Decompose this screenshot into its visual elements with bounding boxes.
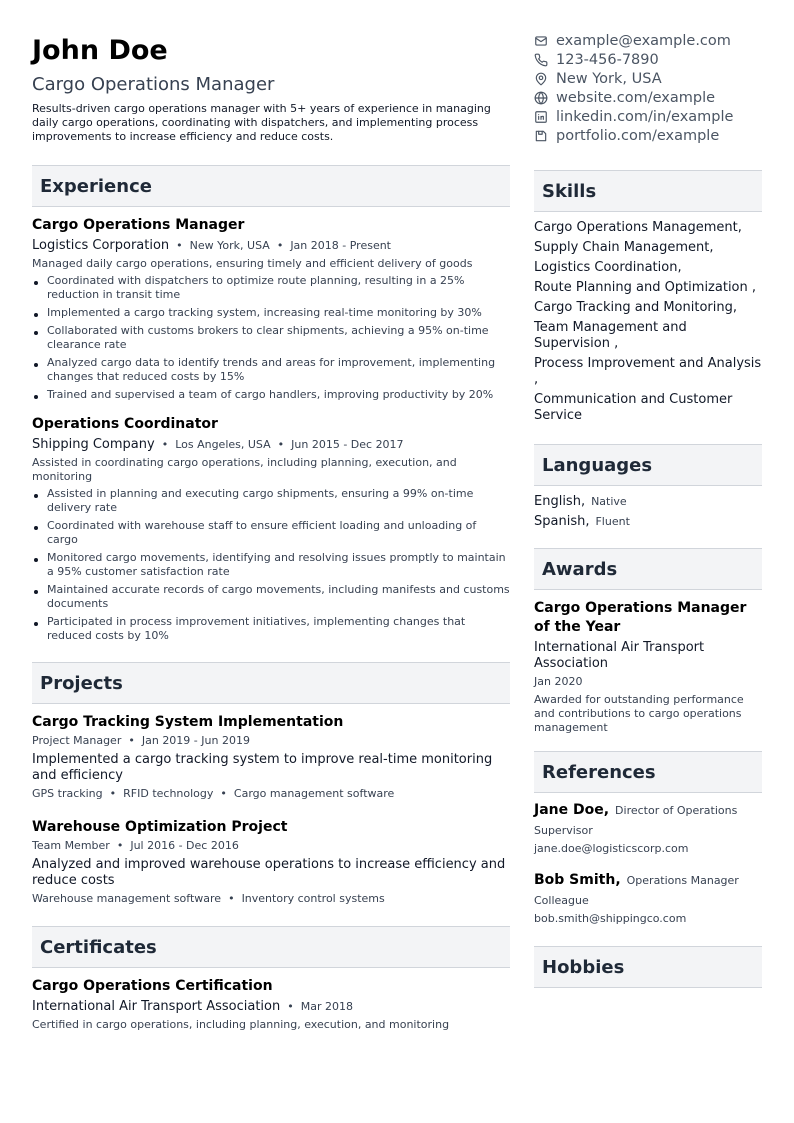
language-level: Fluent xyxy=(595,515,630,528)
reference-name: Jane Doe, xyxy=(534,802,610,818)
contact-list xyxy=(534,31,762,145)
separator: • xyxy=(220,787,227,800)
experience-item xyxy=(32,415,510,643)
separator: • xyxy=(277,438,285,451)
skill-item: Communication and Customer Service xyxy=(534,392,733,423)
languages-list xyxy=(534,494,762,530)
skill-item: Supply Chain Management, xyxy=(534,240,714,255)
project-item xyxy=(32,818,510,906)
location-text: New York, USA xyxy=(556,70,662,87)
language-level: Native xyxy=(591,495,627,508)
reference-email[interactable]: bob.smith@shippingco.com xyxy=(534,912,687,925)
separator: • xyxy=(228,892,235,905)
job-title: Cargo Operations Manager xyxy=(32,217,245,233)
candidate-name: John Doe xyxy=(32,35,168,66)
experience-heading: Experience xyxy=(32,165,510,207)
bullet-item: Collaborated with customs brokers to clear shipments, achieving a 95% on-time clearance rate xyxy=(32,324,510,352)
languages-heading: Languages xyxy=(534,444,762,486)
certificate-meta xyxy=(32,998,510,1016)
certificate-item xyxy=(32,977,510,1032)
project-tag: Cargo management software xyxy=(233,787,395,800)
website-text: website.com/example xyxy=(556,89,716,106)
references-heading: References xyxy=(534,751,762,793)
certificate-title: Cargo Operations Certification xyxy=(32,978,273,994)
job-dates: Jan 2018 - Present xyxy=(290,239,391,252)
separator: • xyxy=(128,734,135,747)
company: Logistics Corporation xyxy=(32,238,170,253)
main-column xyxy=(32,34,510,1032)
bullet-item: Monitored cargo movements, identifying and resolving issues promptly to maintain a 95% customer satisfaction rate xyxy=(32,551,510,579)
candidate-title: Cargo Operations Manager xyxy=(32,74,275,95)
award-organization: International Air Transport Association xyxy=(534,640,705,671)
separator: • xyxy=(109,787,117,800)
job-summary: Managed daily cargo operations, ensuring timely and efficient delivery of goods xyxy=(32,257,473,270)
project-dates: Jul 2016 - Dec 2016 xyxy=(130,839,239,852)
job-meta xyxy=(32,237,510,255)
certificate-issuer: International Air Transport Association xyxy=(32,999,281,1014)
language-name: English, xyxy=(534,494,586,509)
project-tag: GPS tracking xyxy=(32,787,103,800)
contact-linkedin[interactable] xyxy=(534,107,762,126)
bullet-item: Participated in process improvement initiatives, implementing changes that reduced costs by 10% xyxy=(32,615,510,643)
contact-website[interactable] xyxy=(534,88,762,107)
hobbies-heading: Hobbies xyxy=(534,946,762,988)
reference-email[interactable]: jane.doe@logisticscorp.com xyxy=(534,842,689,855)
job-bullets xyxy=(32,487,510,643)
project-tag: Inventory control systems xyxy=(241,892,385,905)
experience-item xyxy=(32,216,510,402)
award-date: Jan 2020 xyxy=(534,675,583,688)
separator: • xyxy=(176,239,183,252)
portfolio-text: portfolio.com/example xyxy=(556,127,720,144)
project-meta xyxy=(32,734,510,748)
bullet-item: Analyzed cargo data to identify trends and areas for improvement, implementing changes that reduced costs by 15% xyxy=(32,356,510,384)
contact-location xyxy=(534,69,762,88)
award-item xyxy=(534,599,762,735)
reference-relationship: Supervisor xyxy=(534,824,593,837)
contact-portfolio[interactable] xyxy=(534,126,762,145)
mail-icon xyxy=(534,34,548,48)
project-role: Project Manager xyxy=(32,734,122,747)
job-location: Los Angeles, USA xyxy=(175,438,271,451)
project-title: Cargo Tracking System Implementation xyxy=(32,714,344,730)
project-role: Team Member xyxy=(32,839,110,852)
skill-item: Process Improvement and Analysis , xyxy=(534,356,762,387)
language-name: Spanish, xyxy=(534,514,590,529)
bullet-item: Implemented a cargo tracking system, increasing real-time monitoring by 30% xyxy=(32,306,510,320)
award-description: Awarded for outstanding performance and contributions to cargo operations management xyxy=(534,693,744,734)
project-tag: RFID technology xyxy=(123,787,214,800)
certificate-date: Mar 2018 xyxy=(300,1000,353,1013)
certificates-heading: Certificates xyxy=(32,926,510,968)
email-text: example@example.com xyxy=(556,32,731,49)
certificate-description: Certified in cargo operations, including planning, execution, and monitoring xyxy=(32,1018,450,1031)
separator: • xyxy=(116,839,124,852)
project-item xyxy=(32,713,510,801)
job-summary: Assisted in coordinating cargo operations, including planning, execution, and monitoring xyxy=(32,456,457,483)
contact-email[interactable] xyxy=(534,31,762,50)
job-location: New York, USA xyxy=(189,239,270,252)
reference-header xyxy=(534,871,762,890)
contact-phone[interactable] xyxy=(534,50,762,69)
project-title: Warehouse Optimization Project xyxy=(32,819,288,835)
reference-position: Operations Manager xyxy=(626,874,739,887)
skill-item: Team Management and Supervision , xyxy=(534,320,687,351)
portfolio-icon xyxy=(534,129,548,143)
project-dates: Jan 2019 - Jun 2019 xyxy=(141,734,250,747)
reference-header xyxy=(534,801,762,820)
job-title: Operations Coordinator xyxy=(32,416,218,432)
job-dates: Jun 2015 - Dec 2017 xyxy=(291,438,404,451)
skill-item: Cargo Operations Management, xyxy=(534,220,742,235)
skill-item: Cargo Tracking and Monitoring, xyxy=(534,300,737,315)
language-item xyxy=(534,514,762,530)
phone-text: 123-456-7890 xyxy=(556,51,659,68)
skills-heading: Skills xyxy=(534,170,762,212)
linkedin-text: linkedin.com/in/example xyxy=(556,108,734,125)
project-description: Analyzed and improved warehouse operations to increase efficiency and reduce costs xyxy=(32,857,506,888)
separator: • xyxy=(276,239,284,252)
bullet-item: Trained and supervised a team of cargo handlers, improving productivity by 20% xyxy=(32,388,510,402)
separator: • xyxy=(161,438,169,451)
globe-icon xyxy=(534,91,548,105)
bullet-item: Assisted in planning and executing cargo shipments, ensuring a 99% on-time delivery rate xyxy=(32,487,510,515)
project-tags xyxy=(32,892,510,906)
reference-item xyxy=(534,801,762,856)
project-tag: Warehouse management software xyxy=(32,892,222,905)
reference-item xyxy=(534,871,762,926)
job-meta xyxy=(32,436,510,454)
awards-heading: Awards xyxy=(534,548,762,590)
bullet-item: Coordinated with warehouse staff to ensure efficient loading and unloading of cargo xyxy=(32,519,510,547)
skills-list xyxy=(534,220,762,424)
reference-relationship: Colleague xyxy=(534,894,589,907)
language-item xyxy=(534,494,762,510)
skill-item: Logistics Coordination, xyxy=(534,260,682,275)
reference-position: Director of Operations xyxy=(615,804,738,817)
bullet-item: Maintained accurate records of cargo movements, including manifests and customs documents xyxy=(32,583,510,611)
project-tags xyxy=(32,787,510,801)
projects-heading: Projects xyxy=(32,662,510,704)
map-pin-icon xyxy=(534,72,548,86)
bullet-item: Coordinated with dispatchers to optimize route planning, resulting in a 25% reduction in transit time xyxy=(32,274,510,302)
separator: • xyxy=(287,1000,294,1013)
job-bullets xyxy=(32,274,510,402)
project-description: Implemented a cargo tracking system to improve real-time monitoring and efficiency xyxy=(32,752,493,783)
award-title: Cargo Operations Manager of the Year xyxy=(534,600,747,635)
project-meta xyxy=(32,839,510,853)
skill-item: Route Planning and Optimization , xyxy=(534,280,757,295)
linkedin-icon xyxy=(534,110,548,124)
summary: Results-driven cargo operations manager with 5+ years of experience in managing daily cargo operations, coordinating with dispatchers, and implementing process improvements to increase efficiency and reduce costs. xyxy=(32,102,491,143)
company: Shipping Company xyxy=(32,437,155,452)
sidebar-column xyxy=(534,31,762,988)
phone-icon xyxy=(534,53,548,67)
reference-name: Bob Smith, xyxy=(534,872,621,888)
